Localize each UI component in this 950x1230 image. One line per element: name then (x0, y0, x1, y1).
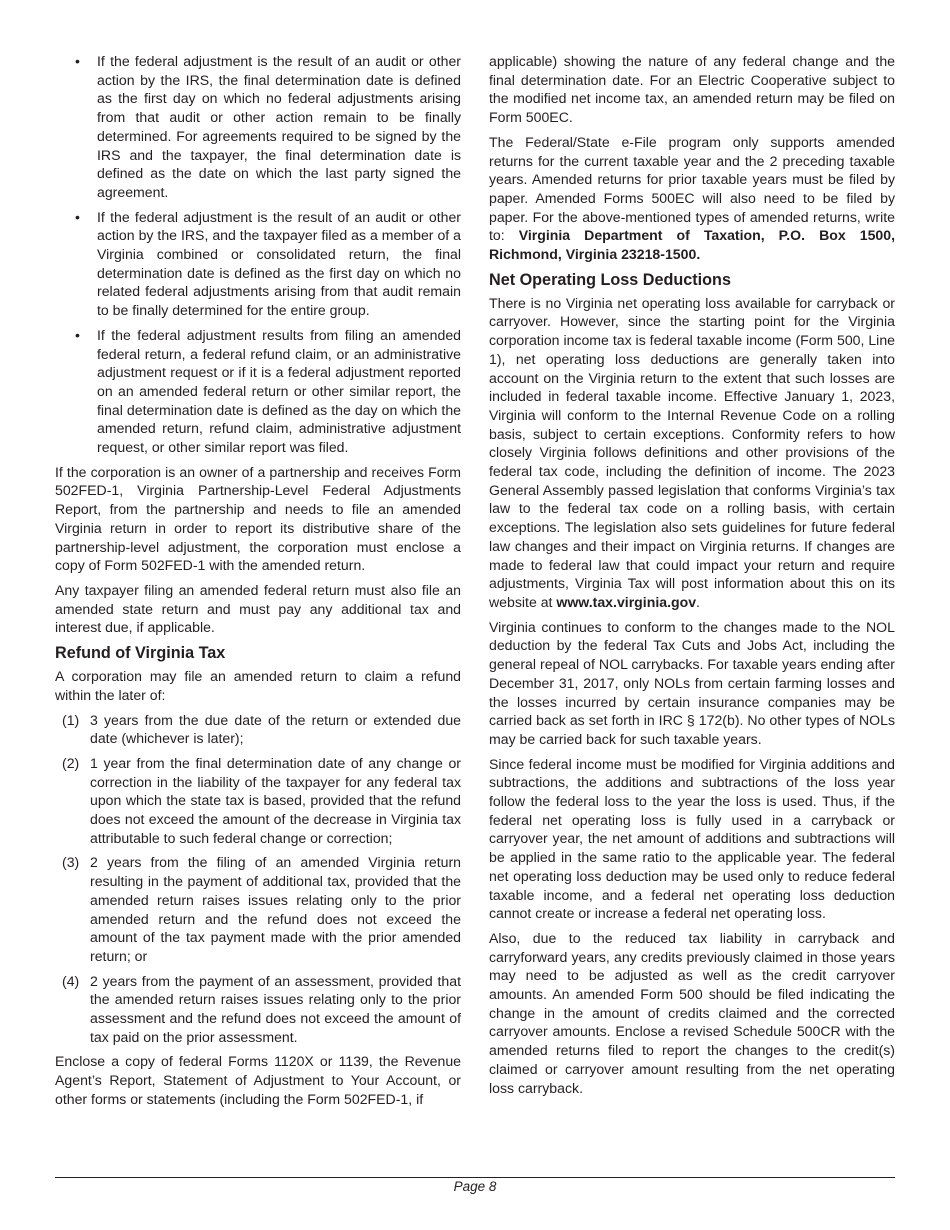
item-text: 2 years from the filing of an amended Virginia return resulting in the payment of additional tax, provided that the amended return raises issues relating only to the prior amended return and the refund does not exceed the amount of the tax payment made with the prior amended return; or (90, 854, 461, 964)
bullet-icon: • (75, 326, 80, 343)
refund-heading: Refund of Virginia Tax (55, 644, 226, 663)
mailing-address: Virginia Department of Taxation, P.O. Box 1500, Richmond, Virginia 23218-1500. (489, 227, 895, 263)
refund-intro: A corporation may file an amended return to claim a refund within the later of: (55, 668, 461, 703)
nol-heading: Net Operating Loss Deductions (489, 270, 731, 289)
period: . (696, 593, 700, 610)
item-text: 2 years from the payment of an assessment, provided that the amended return raises issues relating only to the prior assessment and the refund does not exceed the amount of tax paid on the prior assessment. (90, 972, 461, 1045)
bullet-item-combined-return (55, 208, 461, 320)
bullet-icon: • (75, 208, 80, 225)
website-link[interactable]: www.tax.virginia.gov (556, 593, 697, 610)
partnership-paragraph: If the corporation is an owner of a partnership and receives Form 502FED-1, Virginia Partnership-Level Federal Adjustments Report, from the partnership and needs to file an amended Virginia return in order to report its distributive share of the partnership-level adjustment, the corporation must enclose a copy of Form 502FED-1 with the amended return. (55, 463, 461, 574)
nol-conformity-text: There is no Virginia net operating loss available for carryback or carryover. However, since the starting point for the Virginia corporation income tax is federal taxable income (Form 500, Line 1), net operating loss deductions are generally taken into account on the Virginia return to the extent that such losses are included in federal taxable income. Effective January 1, 2023, Virginia will conform to the Internal Revenue Code on a rolling basis, subject to certain exceptions. Conformity refers to how closely Virginia follows definitions and other provisions of the federal tax code, including the definition of income. The 2023 General Assembly passed legislation that conforms Virginia’s tax law to the federal tax code on a rolling basis, with certain exceptions. The legislation also sets guidelines for future federal law changes and their impact on Virginia returns. If changes are made to federal law that could impact your return and require adjustments, Virginia Tax will post information about this on its website at (489, 294, 895, 610)
efile-paragraph (489, 133, 895, 264)
item-number: (2) (62, 754, 80, 771)
item-number: (3) (62, 854, 80, 871)
final-determination-bullet-list (55, 52, 461, 457)
refund-condition-item (55, 972, 461, 1047)
amended-federal-paragraph: Any taxpayer filing an amended federal return must also file an amended state return and must pay any additional tax and interest due, if applicable. (55, 581, 461, 636)
enclose-forms-paragraph-continued: applicable) showing the nature of any federal change and the final determination date. For an Electric Cooperative subject to the modified net income tax, an amended return may be filed on Form 500EC. (489, 53, 895, 126)
refund-condition-item (55, 853, 461, 965)
bullet-item-amended-federal (55, 326, 461, 457)
bullet-text: If the federal adjustment is the result of an audit or other action by the IRS, the final determination date is defined as the first day on which no federal adjustments arising from that audit or other action remain to be finally determined. For agreements required to be signed by the IRS and the taxpayer, the final determination date is defined as the date on which the last party signed the agreement. (97, 53, 461, 200)
right-column (489, 52, 895, 1103)
nol-paragraph-tcja: Virginia continues to conform to the changes made to the NOL deduction by the federal Tax Cuts and Jobs Act, including the general repeal of NOL carrybacks. For taxable years ending after December 31, 2017, only NOLs from certain farming losses and the losses incurred by certain insurance companies may be carried back as set forth in IRC § 172(b). No other types of NOLs may be carried back for such taxable years. (489, 618, 895, 747)
refund-condition-item (55, 711, 461, 748)
efile-text: The Federal/State e-File program only supports amended returns for the current taxable year and the 2 preceding taxable years. Amended returns for prior taxable years must be filed by paper. Amended Forms 500EC will also need to be filed by paper. For the above-mentioned types of amended returns, write to: (489, 133, 895, 244)
item-number: (4) (62, 972, 80, 989)
item-text: 1 year from the final determination date of any change or correction in the liability of the taxpayer for any federal tax upon which the state tax is based, provided that the refund does not exceed the amount of the decrease in Virginia tax attributable to such federal change or correction; (90, 754, 461, 846)
nol-paragraph-modifications: Since federal income must be modified for Virginia additions and subtractions, the additions and subtractions of the loss year follow the federal loss to the year the loss is used. Thus, if the federal net operating loss is fully used in a carryback or carryover year, the net amount of additions and subtractions will be applied in the same ratio to the applicable year. The federal net operating loss deduction may be used only to reduce federal taxable income, and a federal net operating loss deduction cannot create or increase a federal net operating loss. (489, 755, 895, 922)
item-number: (1) (62, 711, 80, 728)
refund-conditions-list (55, 711, 461, 1047)
enclose-forms-paragraph-start: Enclose a copy of federal Forms 1120X or 1139, the Revenue Agent’s Report, Statement of Adjustment to Your Account, or other forms or statements (including the Form 502FED-1, if (55, 1053, 461, 1107)
nol-paragraph-credits: Also, due to the reduced tax liability in carryback and carryforward years, any credits previously claimed in those years may need to be adjusted as well as the credit carryover amounts. An amended Form 500 should be filed indicating the change in the amount of credits claimed and the corrected carryover amounts. Enclose a revised Schedule 500CR with the amended returns filed to report the changes to the credit(s) claimed or carryover amount resulting from the net operating loss carryback. (489, 929, 895, 1096)
nol-paragraph-conformity (489, 294, 895, 612)
refund-condition-item (55, 754, 461, 848)
page-number: Page 8 (453, 1179, 497, 1194)
bullet-item-audit (55, 52, 461, 202)
left-column (55, 52, 461, 1115)
bullet-text: If the federal adjustment is the result of an audit or other action by the IRS, and the taxpayer filed as a member of a Virginia combined or consolidated return, the final determination date is defined as the first day on which no related federal adjustments arising from that audit remain to be finally determined for the entire group. (97, 208, 461, 319)
bullet-text: If the federal adjustment results from filing an amended federal return, a federal refund claim, or an administrative adjustment request or if it is a federal adjustment reported on an amended federal return or other similar report, the final determination date is defined as the day on which the amended return, refund claim, administrative adjustment request, or other similar report was filed. (97, 326, 461, 456)
item-text: 3 years from the due date of the return or extended due date (whichever is later); (90, 711, 461, 747)
bullet-icon: • (75, 53, 80, 69)
